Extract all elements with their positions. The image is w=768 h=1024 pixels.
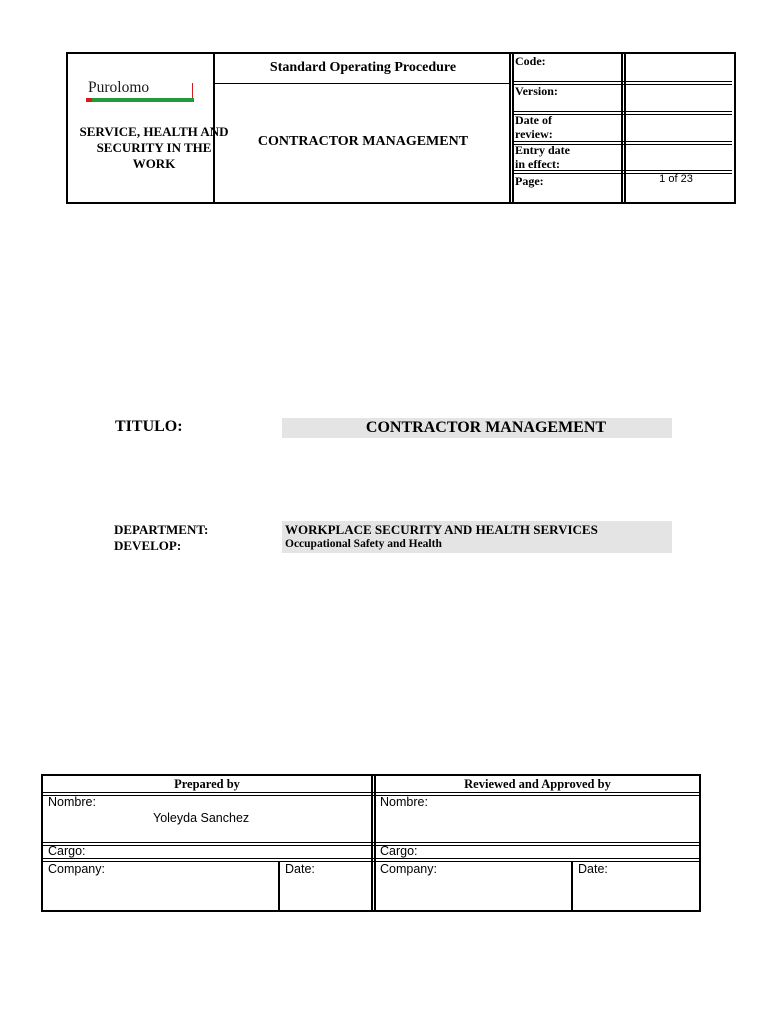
approval-header-divider bbox=[43, 792, 699, 793]
develop-value: Occupational Safety and Health bbox=[285, 538, 442, 550]
entry-date-label-line-2: in effect: bbox=[515, 157, 560, 171]
approval-header-divider-2 bbox=[43, 795, 699, 796]
prepared-date-label: Date: bbox=[285, 862, 315, 876]
prepared-name-value: Yoleyda Sanchez bbox=[153, 811, 250, 825]
page-label: Page: bbox=[515, 174, 544, 188]
approval-cargo-divider bbox=[43, 858, 699, 859]
version-label: Version: bbox=[515, 84, 558, 98]
logo-text: Purolomo bbox=[88, 79, 150, 96]
reviewed-name-label: Nombre: bbox=[380, 795, 428, 809]
logo-accent bbox=[192, 83, 193, 98]
logo-bar-green bbox=[92, 98, 194, 102]
meta-row-divider-2 bbox=[514, 111, 732, 112]
title-label: TITULO: bbox=[115, 418, 183, 435]
develop-label: DEVELOP: bbox=[114, 538, 182, 553]
company-logo bbox=[86, 79, 194, 104]
reviewed-date-divider bbox=[571, 861, 573, 910]
org-name-line-3: WORK bbox=[132, 156, 176, 171]
code-label: Code: bbox=[515, 54, 546, 68]
review-date-label bbox=[515, 113, 553, 141]
prepared-name-label: Nombre: bbox=[48, 795, 96, 809]
title-value: CONTRACTOR MANAGEMENT bbox=[365, 419, 607, 436]
reviewed-company-label: Company: bbox=[380, 862, 437, 876]
header-row-divider bbox=[215, 83, 509, 84]
org-name-line-2: SECURITY IN THE bbox=[96, 140, 212, 155]
sop-label: Standard Operating Procedure bbox=[269, 60, 457, 75]
approval-name-divider bbox=[43, 842, 699, 843]
prepared-by-header: Prepared by bbox=[174, 777, 240, 791]
prepared-company-label: Company: bbox=[48, 862, 105, 876]
department-label: DEPARTMENT: bbox=[114, 522, 209, 537]
meta-row-divider-1 bbox=[514, 81, 732, 82]
reviewed-cargo-label: Cargo: bbox=[380, 844, 418, 858]
prepared-cargo-label: Cargo: bbox=[48, 844, 86, 858]
prepared-date-divider bbox=[278, 861, 280, 910]
entry-date-label bbox=[515, 143, 570, 171]
reviewed-by-header: Reviewed and Approved by bbox=[464, 777, 611, 791]
approval-col-divider-2 bbox=[374, 776, 376, 910]
meta-row-divider-3 bbox=[514, 141, 732, 142]
review-date-label-line-1: Date of bbox=[515, 113, 552, 127]
header-divider-meta bbox=[621, 54, 623, 202]
page-number: 1 of 23 bbox=[659, 173, 693, 185]
department-value: WORKPLACE SECURITY AND HEALTH SERVICES bbox=[285, 522, 598, 537]
approval-name-divider-2 bbox=[43, 845, 699, 846]
document-header bbox=[66, 52, 736, 204]
org-name-line-1: SERVICE, HEALTH AND bbox=[79, 124, 229, 139]
document-title: CONTRACTOR MANAGEMENT bbox=[257, 134, 469, 149]
approval-col-divider bbox=[371, 776, 373, 910]
organization-name bbox=[70, 124, 238, 172]
header-divider-title-2 bbox=[512, 54, 514, 202]
entry-date-label-line-1: Entry date bbox=[515, 143, 570, 157]
header-divider-title bbox=[509, 54, 511, 202]
review-date-label-line-2: review: bbox=[515, 127, 553, 141]
approval-table bbox=[41, 774, 701, 912]
reviewed-date-label: Date: bbox=[578, 862, 608, 876]
